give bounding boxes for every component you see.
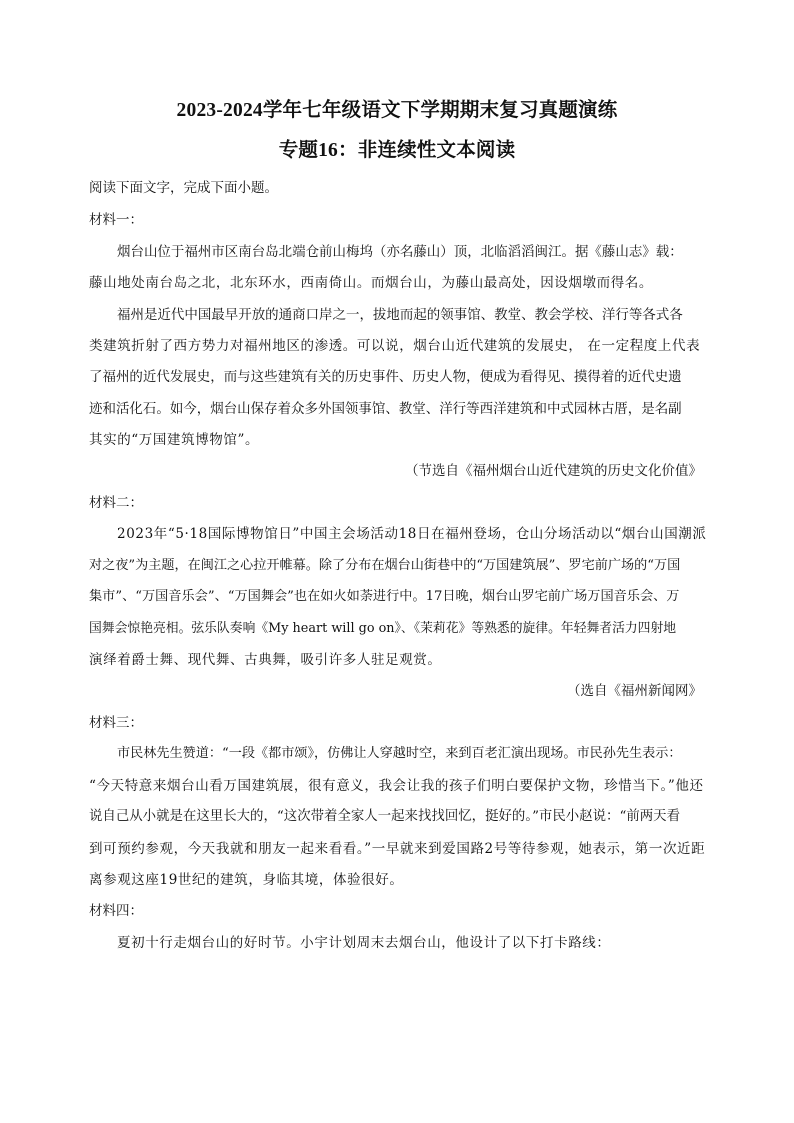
material-3-line: 说自己从小就是在这里长大的，“这次带着全家人一起来找找回忆，挺好的。”市民小赵说：“前两天看: [89, 809, 681, 824]
material-1-source: （节选自《福州烟台山近代建筑的历史文化价值》: [405, 463, 702, 479]
material-2-line: 演绎着爵士舞、现代舞、古典舞，吸引许多人驻足观赏。: [89, 652, 442, 668]
material-2-line: 国舞会惊艳亮相。弦乐队奏响《My heart will go on》、《茉莉花》等熟悉的旋律。年轻舞者活力四射地: [89, 621, 677, 636]
material-3-line: “今天特意来烟台山看万国建筑展，很有意义，我会让我的孩子们明白要保护文物，珍惜当下。”他还: [89, 778, 704, 794]
material-1-label: 材料一：: [89, 212, 143, 228]
material-3-line: 市民林先生赞道：“一段《都市颂》，仿佛让人穿越时空，来到百老汇演出现场。市民孙先生表示：: [117, 746, 682, 761]
material-3-label: 材料三：: [89, 715, 143, 731]
material-2-line: 集市”、“万国音乐会”、“万国舞会”也在如火如荼进行中。17日晚，烟台山罗宅前广场万国音乐会、万: [89, 589, 680, 604]
material-2-label: 材料二：: [89, 495, 143, 511]
material-4-label: 材料四：: [89, 903, 143, 919]
page-subtitle: 专题16：非连续性文本阅读: [278, 140, 516, 161]
material-3-line: 离参观这座19世纪的建筑，身临其境，体验很好。: [89, 872, 404, 888]
material-2-source: （选自《福州新闻网》: [567, 683, 702, 699]
material-3-line: 到可预约参观，今天我就和朋友一起来看看。”一早就来到爱国路2号等待参观，她表示，第一次近距: [89, 841, 706, 857]
material-2-line: 2023年“5·18国际博物馆日”中国主会场活动18日在福州登场，仓山分场活动以“烟台山国潮派: [117, 526, 707, 542]
material-2-line: 对之夜”为主题，在闽江之心拉开帷幕。除了分布在烟台山街巷中的“万国建筑展”、罗宅前广场的“万国: [89, 558, 681, 573]
material-1-line: 其实的“万国建筑博物馆”。: [89, 432, 260, 448]
material-1-line: 迹和活化石。如今，烟台山保存着众多外国领事馆、教堂、洋行等西洋建筑和中式园林古厝，是名副: [89, 401, 682, 417]
material-4-line: 夏初十行走烟台山的好时节。小宇计划周末去烟台山，他设计了以下打卡路线：: [117, 935, 611, 951]
material-1-line: 藤山地处南台岛之北，北东环水，西南倚山。而烟台山，为藤山最高处，因设烟墩而得名。: [89, 275, 653, 291]
material-1-line: 烟台山位于福州市区南台岛北端仓前山梅坞（亦名藤山）顶，北临滔滔闽江。据《藤山志》载：: [117, 244, 683, 260]
material-1-line: 类建筑折射了西方势力对福州地区的渗透。可以说，烟台山近代建筑的发展史， 在一定程度上代表: [89, 338, 701, 354]
material-1-line: 福州是近代中国最早开放的通商口岸之一，拔地而起的领事馆、教堂、教会学校、洋行等各式各: [117, 307, 683, 323]
page-title: 2023-2024学年七年级语文下学期期末复习真题演练: [176, 100, 618, 121]
material-1-line: 了福州的近代发展史，而与这些建筑有关的历史事件、历史人物，便成为看得见、摸得着的近代史遗: [89, 369, 682, 385]
instruction-text: 阅读下面文字，完成下面小题。: [89, 180, 278, 196]
